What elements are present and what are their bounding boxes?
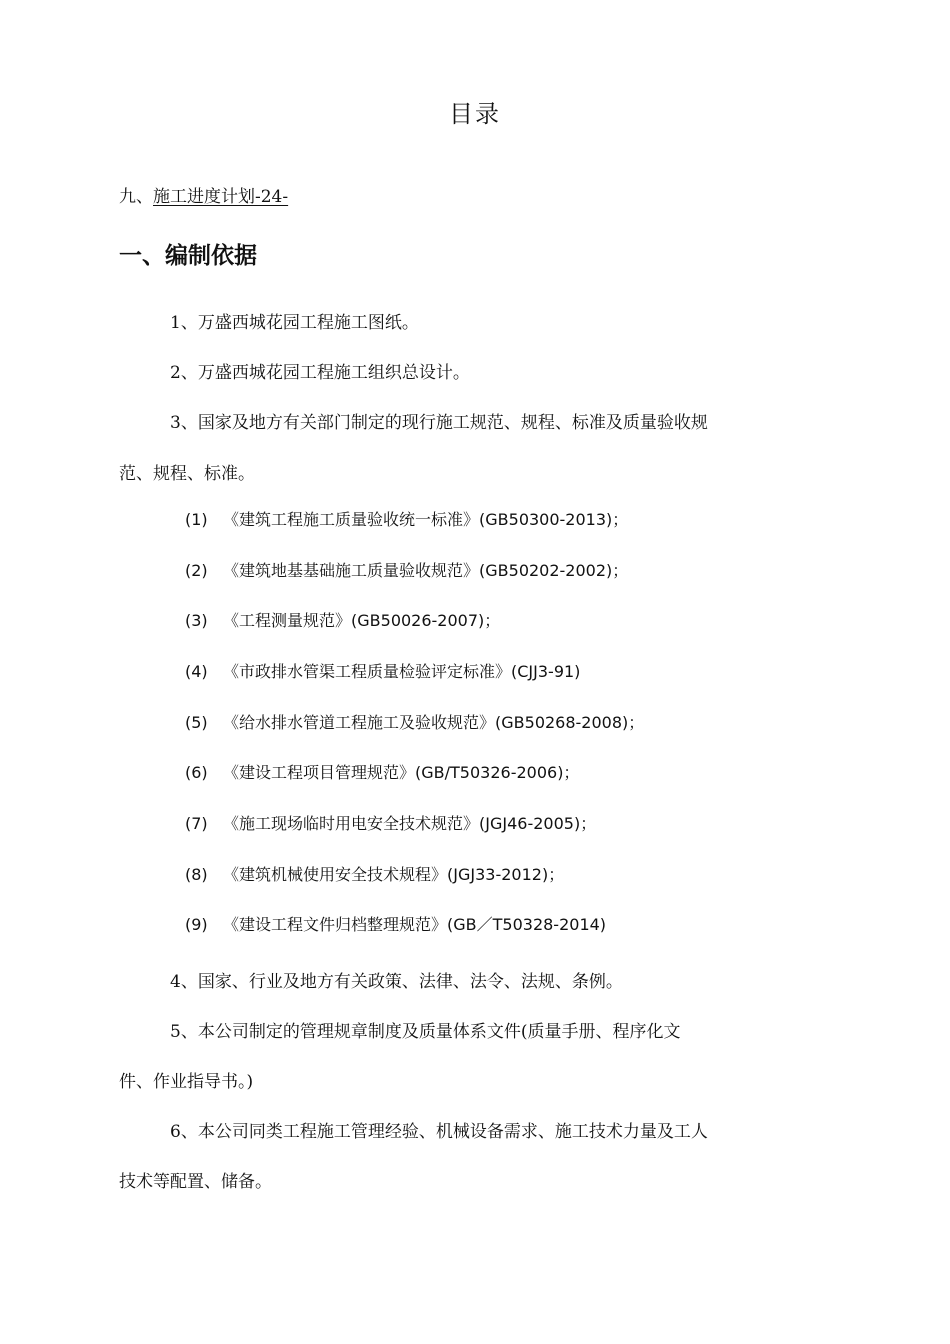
standard-item: (9) 《建设工程文件归档整理规范》(GB／T50328-2014) bbox=[185, 915, 607, 934]
standard-item: (1) 《建筑工程施工质量验收统一标准》(GB50300-2013)； bbox=[185, 510, 629, 529]
paragraph-5: 5、本公司制定的管理规章制度及质量体系文件(质量手册、程序化文 bbox=[170, 1022, 681, 1042]
paragraph-6: 6、本公司同类工程施工管理经验、机械设备需求、施工技术力量及工人 bbox=[170, 1122, 708, 1142]
toc-link-schedule[interactable]: 施工进度计划-24- bbox=[153, 187, 289, 207]
standard-item: (2) 《建筑地基基础施工质量验收规范》(GB50202-2002)； bbox=[185, 561, 629, 580]
standard-item: (5) 《给水排水管道工程施工及验收规范》(GB50268-2008)； bbox=[185, 713, 645, 732]
standard-item: (6) 《建设工程项目管理规范》(GB/T50326-2006)； bbox=[185, 763, 580, 782]
page-title: 目录 bbox=[449, 100, 501, 128]
standard-item: (7) 《施工现场临时用电安全技术规范》(JGJ46-2005)； bbox=[185, 814, 597, 833]
paragraph-6-continued: 技术等配置、储备。 bbox=[119, 1172, 272, 1192]
paragraph-1: 1、万盛西城花园工程施工图纸。 bbox=[170, 313, 419, 333]
section-heading: 一、编制依据 bbox=[119, 243, 257, 269]
toc-prefix: 九、 bbox=[119, 187, 153, 207]
paragraph-3: 3、国家及地方有关部门制定的现行施工规范、规程、标准及质量验收规 bbox=[170, 413, 708, 433]
standard-item: (8) 《建筑机械使用安全技术规程》(JGJ33-2012)； bbox=[185, 865, 565, 884]
standard-item: (4) 《市政排水管渠工程质量检验评定标准》(CJJ3-91) bbox=[185, 662, 581, 681]
paragraph-5-continued: 件、作业指导书。) bbox=[119, 1072, 254, 1092]
paragraph-2: 2、万盛西城花园工程施工组织总设计。 bbox=[170, 363, 470, 383]
toc-entry bbox=[119, 182, 288, 207]
paragraph-4: 4、国家、行业及地方有关政策、法律、法令、法规、条例。 bbox=[170, 972, 623, 992]
standard-item: (3) 《工程测量规范》(GB50026-2007)； bbox=[185, 611, 501, 630]
paragraph-3-continued: 范、规程、标准。 bbox=[119, 464, 255, 484]
